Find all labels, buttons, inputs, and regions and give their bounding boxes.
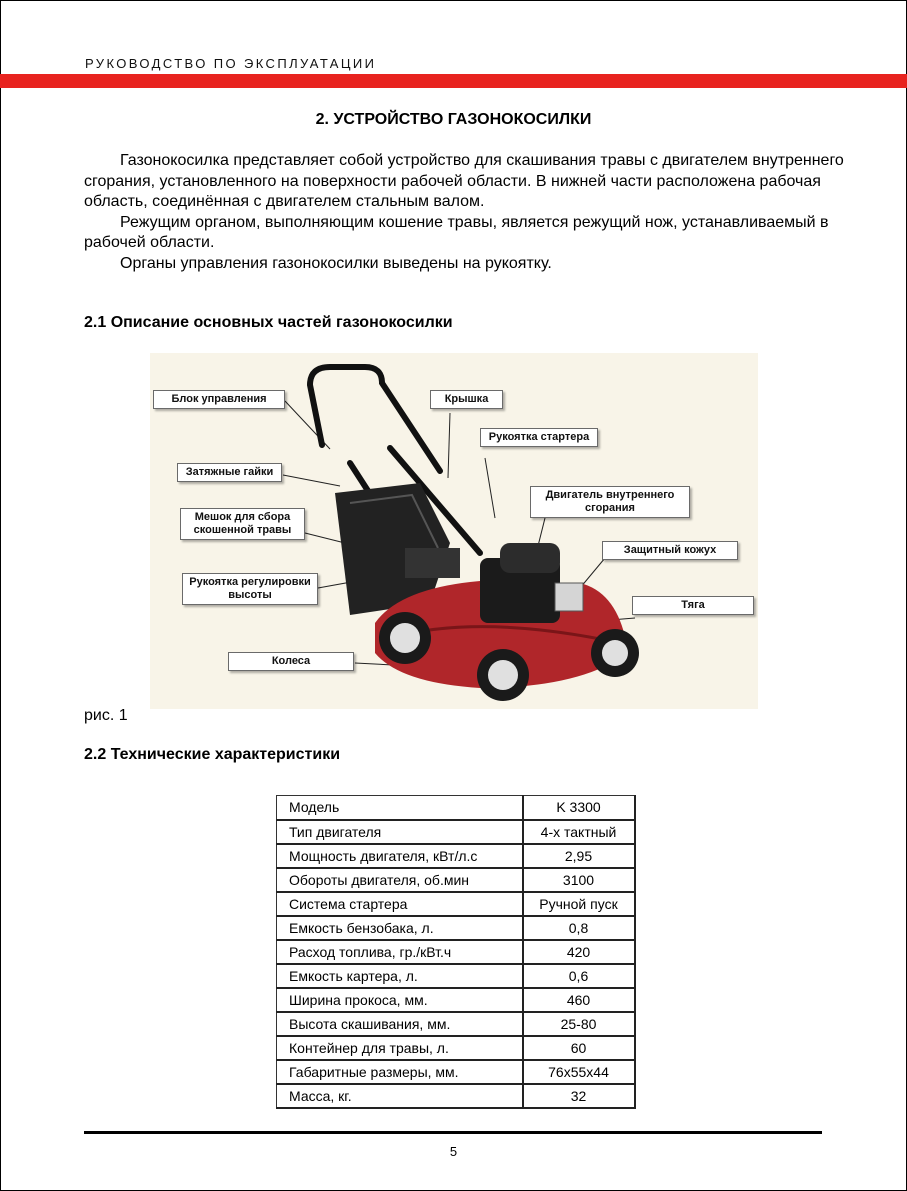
specs-heading: 2.2 Технические характеристики	[84, 746, 341, 763]
table-row	[277, 988, 635, 1012]
spec-name: Емкость бензобака, л.	[277, 916, 523, 940]
spec-name: Тип двигателя	[277, 820, 523, 844]
specs-table	[276, 795, 636, 1109]
spec-name: Модель	[277, 796, 523, 820]
spec-value: 32	[523, 1084, 635, 1108]
spec-value: 60	[523, 1036, 635, 1060]
spec-name: Система стартера	[277, 892, 523, 916]
spec-name: Емкость картера, л.	[277, 964, 523, 988]
spec-value: 3100	[523, 868, 635, 892]
parts-heading: 2.1 Описание основных частей газонокосилки	[84, 314, 453, 331]
table-row	[277, 940, 635, 964]
table-row	[277, 964, 635, 988]
table-row	[277, 844, 635, 868]
spec-name: Ширина прокоса, мм.	[277, 988, 523, 1012]
mower-figure	[150, 353, 758, 709]
callout-wheels: Колеса	[228, 652, 354, 671]
table-row	[277, 1084, 635, 1108]
callout-starter-handle: Рукоятка стартера	[480, 428, 598, 447]
spec-name: Габаритные размеры, мм.	[277, 1060, 523, 1084]
intro-text	[84, 151, 844, 274]
callout-guard: Защитный кожух	[602, 541, 738, 560]
spec-value: 76х55х44	[523, 1060, 635, 1084]
callout-height-lever: Рукоятка регулировки высоты	[182, 573, 318, 605]
spec-name: Контейнер для травы, л.	[277, 1036, 523, 1060]
footer-rule	[84, 1131, 822, 1134]
callout-clamp-nuts: Затяжные гайки	[177, 463, 282, 482]
section-title: 2. УСТРОЙСТВО ГАЗОНОКОСИЛКИ	[315, 111, 592, 128]
figure-caption: рис. 1	[84, 707, 128, 724]
spec-name: Расход топлива, гр./кВт.ч	[277, 940, 523, 964]
spec-value: Ручной пуск	[523, 892, 635, 916]
spec-value: 0,6	[523, 964, 635, 988]
spec-value: 420	[523, 940, 635, 964]
spec-name: Обороты двигателя, об.мин	[277, 868, 523, 892]
table-row	[277, 1060, 635, 1084]
spec-value: 4-х тактный	[523, 820, 635, 844]
spec-name: Мощность двигателя, кВт/л.с	[277, 844, 523, 868]
spec-value: 25-80	[523, 1012, 635, 1036]
wheel	[591, 629, 639, 677]
table-row	[277, 820, 635, 844]
table-row	[277, 868, 635, 892]
paragraph: Органы управления газонокосилки выведены на рукоятку.	[120, 254, 552, 272]
spec-value: K 3300	[523, 796, 635, 820]
callout-control-block: Блок управления	[153, 390, 285, 409]
paragraph: Газонокосилка представляет собой устройство для скашивания травы с двигателем внутреннего сгорания, установленного на поверхности рабочей области. В нижней части расположена рабочая область, соединённая с двигателем стальным валом.	[84, 152, 844, 210]
table-row	[277, 892, 635, 916]
table-row	[277, 1012, 635, 1036]
spec-value: 460	[523, 988, 635, 1012]
paragraph: Режущим органом, выполняющим кошение травы, является режущий нож, устанавливаемый в рабочей области.	[84, 213, 829, 251]
header-red-band	[0, 74, 907, 88]
wheel	[379, 612, 431, 664]
spec-value: 2,95	[523, 844, 635, 868]
callout-engine: Двигатель внутреннего сгорания	[530, 486, 690, 518]
callout-grass-bag: Мешок для сбора скошенной травы	[180, 508, 305, 540]
spec-name: Высота скашивания, мм.	[277, 1012, 523, 1036]
spec-value: 0,8	[523, 916, 635, 940]
page-number: 5	[449, 1144, 458, 1159]
wheel	[477, 649, 529, 701]
table-row	[277, 1036, 635, 1060]
callout-rod: Тяга	[632, 596, 754, 615]
spec-name: Масса, кг.	[277, 1084, 523, 1108]
running-header: РУКОВОДСТВО ПО ЭКСПЛУАТАЦИИ	[85, 56, 377, 71]
table-row	[277, 916, 635, 940]
table-row	[277, 796, 635, 820]
callout-cover: Крышка	[430, 390, 503, 409]
